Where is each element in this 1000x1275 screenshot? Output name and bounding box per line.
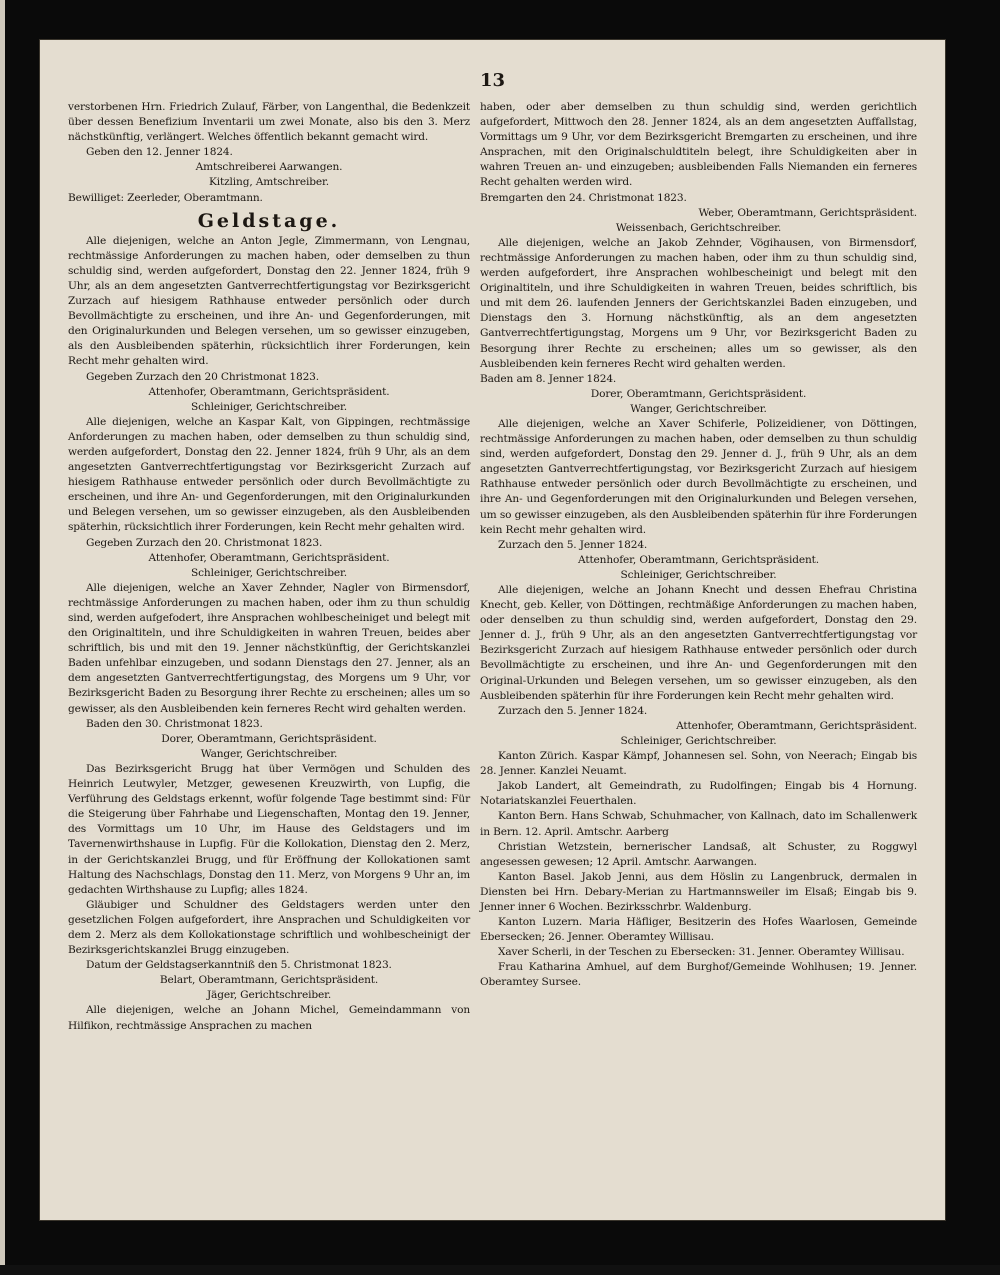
paragraph: Gegeben Zurzach den 20. Christmonat 1823.	[86, 536, 323, 549]
signature-line: Attenhofer, Oberamtmann, Gerichtspräsident.	[148, 385, 390, 398]
paragraph: Kanton Zürich. Kaspar Kämpf, Johannesen sel. Sohn, von Neerach; Eingab bis 28. Jenner. Kanzlei Neuamt.	[480, 750, 917, 778]
signature-line: Wanger, Gerichtschreiber.	[200, 747, 338, 760]
paragraph: Alle diejenigen, welche an Jakob Zehnder, Vögihausen, von Birmensdorf, rechtmässige Anforderungen zu machen haben, oder ihm zu thun schuldig sind, werden aufgefordert, ihre Ansprachen wohlbescheinigt und belegt mit den Originaltiteln, und ihre Schuldigkeiten in wahren Treuen, beides schriftlich, bis und mit dem 26. laufenden Jenners der Gerichtskanzlei Baden einzugeben, und Dienstags den 3. Hornung nächstkünftig, als an dem angesetzten Gantverrechtfertigungstag, Morgens um 9 Uhr, vor Bezirksgericht Baden zu Besorgung ihrer Rechte zu erscheinen; alles um so gewisser, als den Ausbleibenden kein ferneres Recht wird gehalten werden.	[480, 236, 917, 370]
paragraph: Xaver Scherli, in der Teschen zu Ebersecken: 31. Jenner. Oberamtey Willisau.	[498, 946, 905, 959]
paragraph: Das Bezirksgericht Brugg hat über Vermögen und Schulden des Heinrich Leutwyler, Metzger, gewesenen Kreuzwirth, von Lupfig, die Verführung des Geldstags erkennt, wofür folgende Tage bestimmt sind: Für die Steigerung über Fahrhabe und Liegenschaften, Montag den 19. Jenner, des Vormittags um 10 Uhr, im Hause des Geldstagers und im Tavernenwirthshause in Lupfig. Für die Kollokation, Dienstag den 2. Merz, in der Gerichtskanzlei Brugg, und für Eröffnung der Kollokationen samt Haltung des Nachschlags, Donstag den 11. Merz, von Morgens 9 Uhr an, im gedachten Wirthshause zu Lupfig; alles 1824.	[68, 762, 470, 896]
signature-line: Weissenbach, Gerichtschreiber.	[615, 221, 782, 234]
left-column	[68, 100, 470, 1034]
paragraph: Datum der Geldstagserkanntniß den 5. Christmonat 1823.	[86, 959, 392, 972]
paragraph: Geben den 12. Jenner 1824.	[86, 146, 233, 159]
signature-line: Dorer, Oberamtmann, Gerichtspräsident.	[590, 387, 807, 400]
paragraph: Kanton Luzern. Maria Häfliger, Besitzerin des Hofes Waarlosen, Gemeinde Ebersecken; 26. Jenner. Oberamtey Willisau.	[480, 916, 917, 944]
paragraph: haben, oder aber demselben zu thun schuldig sind, werden gerichtlich aufgefordert, Mittwoch den 28. Jenner 1824, als an dem angesetzten Auffallstag, Vormittags um 9 Uhr, vor dem Bezirksgericht Bremgarten zu erscheinen, und ihre Ansprachen, mit den Originalschuldtiteln belegt, ihre Schuldigkeiten aber in wahren Treuen an- und einzugeben; ausbleibenden Falls Niemanden ein ferneres Recht gehalten werden wird.	[480, 101, 917, 189]
scan-left-edge	[0, 0, 5, 1275]
paragraph: verstorbenen Hrn. Friedrich Zulauf, Färber, von Langenthal, die Bedenkzeit über dessen Benefizium Inventarii um zwei Monate, also bis den 3. Merz nächstkünftig, verlängert. Welches öffentlich bekannt gemacht wird.	[68, 101, 470, 144]
page-number: 13	[479, 70, 506, 91]
paragraph: Gegeben Zurzach den 20 Christmonat 1823.	[86, 370, 319, 383]
paragraph: Baden am 8. Jenner 1824.	[480, 372, 617, 385]
paragraph: Alle diejenigen, welche an Johann Knecht und dessen Ehefrau Christina Knecht, geb. Keller, von Döttingen, rechtmäßige Anforderungen zu machen haben, oder denselben zu thun schuldig sind, werden aufgefordert, Donstag den 29. Jenner d. J., früh 9 Uhr, als an den angesetzten Gantverrechtfertigungstag vor Bezirksgericht Zurzach auf hiesigem Rathhause entweder persönlich oder durch Bevollmächtigte zu erscheinen, und ihre An- und Gegenforderungen mit den Original-Urkunden und Belegen versehen, um so gewisser einzugeben, als den Ausbleibenden späterhin für ihre Forderungen kein Recht mehr gehalten wird.	[480, 584, 917, 702]
paragraph: Zurzach den 5. Jenner 1824.	[498, 704, 648, 717]
paragraph: Jakob Landert, alt Gemeindrath, zu Rudolfingen; Eingab bis 4 Hornung. Notariatskanzlei Feuerthalen.	[480, 780, 917, 808]
signature-line: Wanger, Gerichtschreiber.	[630, 402, 767, 415]
paragraph: Baden den 30. Christmonat 1823.	[86, 717, 263, 730]
signature-line: Schleiniger, Gerichtschreiber.	[191, 566, 347, 579]
scan-bottom-edge	[0, 1265, 1000, 1275]
paragraph: Alle diejenigen, welche an Xaver Schiferle, Polizeidiener, von Döttingen, rechtmässige Anforderungen zu machen haben, oder demselben zu thun schuldig sind, werden aufgefordert, Donstag den 29. Jenner d. J., früh 9 Uhr, als an dem angesetzten Gantverrechtfertigungstag, vor Bezirksgericht Zurzach auf hiesigem Rathhause entweder persönlich oder durch Bevollmächtigte zu erscheinen, und ihre An- und Gegenforderungen mit den Originalurkunden und Belegen versehen, um so gewisser einzugeben, als den Ausbleibenden späterhin für ihre Forderungen kein Recht mehr gehalten wird.	[480, 417, 917, 536]
paragraph: Bewilliget: Zeerleder, Oberamtmann.	[68, 191, 263, 204]
signature-line: Schleiniger, Gerichtschreiber.	[620, 734, 777, 747]
signature-line: Belart, Oberamtmann, Gerichtspräsident.	[159, 974, 379, 987]
document-page	[40, 40, 945, 1220]
paragraph: Alle diejenigen, welche an Anton Jegle, Zimmermann, von Lengnau, rechtmässige Anforderungen zu machen haben, oder demselben zu thun schuldig sind, werden aufgefordert, Donstag den 22. Jenner 1824, früh 9 Uhr, als an dem angesetzten Gantverrechtfertigungstag vor Bezirksgericht Zurzach auf hiesigem Rathhause entweder persönlich oder durch Bevollmächtigte zu erscheinen, und ihre An- und Gegenforderungen, mit den Originalurkunden und Belegen versehen, um so gewisser einzugeben, als den Ausbleibenden späterhin, rücksichtlich ihrer Forderungen, kein Recht mehr gehalten wird.	[68, 234, 470, 368]
paragraph: Alle diejenigen, welche an Kaspar Kalt, von Gippingen, rechtmässige Anforderungen zu machen haben, oder demselben zu thun schuldig sind, werden aufgefordert, Donstag den 22. Jenner 1824, früh 9 Uhr, als an dem angesetzten Gantverrechtfertigungstag vor Bezirksgericht Zurzach auf hiesigem Rathhause entweder persönlich oder durch Bevollmächtigte zu erscheinen, und ihre An- und Gegenforderungen, mit den Originalurkunden und Belegen versehen, um so gewisser einzugeben, als den Ausbleibenden späterhin, rücksichtlich ihrer Forderungen, kein Recht mehr gehalten wird.	[68, 415, 470, 534]
signature-line: Attenhofer, Oberamtmann, Gerichtspräsident.	[148, 551, 390, 564]
signature-line: Schleiniger, Gerichtschreiber.	[191, 400, 347, 413]
paragraph: Christian Wetzstein, bernerischer Landsaß, alt Schuster, zu Roggwyl angesessen gewesen; 12 April. Amtschr. Aarwangen.	[480, 840, 917, 868]
paragraph: Kanton Basel. Jakob Jenni, aus dem Höslin zu Langenbruck, dermalen in Diensten bei Hrn. Debary-Merian zu Hartmannsweiler im Elsaß; Eingab bis 9. Jenner inner 6 Wochen. Bezirksschrbr. Waldenburg.	[480, 870, 917, 913]
right-column	[480, 100, 917, 991]
paragraph: Kanton Bern. Hans Schwab, Schuhmacher, von Kallnach, dato im Schallenwerk in Bern. 12. April. Amtschr. Aarberg	[480, 810, 917, 838]
paragraph: Alle diejenigen, welche an Johann Michel, Gemeindammann von Hilfikon, rechtmässige Ansprachen zu machen	[68, 1004, 470, 1032]
signature-line: Attenhofer, Oberamtmann, Gerichtspräsident.	[578, 553, 819, 566]
paragraph: Zurzach den 5. Jenner 1824.	[498, 538, 648, 551]
signature-line: Dorer, Oberamtmann, Gerichtspräsident.	[161, 732, 377, 745]
signature-line: Jäger, Gerichtschreiber.	[206, 989, 332, 1002]
section-heading: Geldstage.	[197, 209, 341, 232]
signature-line: Attenhofer, Oberamtmann, Gerichtspräsident.	[676, 719, 917, 732]
signature-line: Weber, Oberamtmann, Gerichtspräsident.	[698, 206, 917, 219]
paragraph: Alle diejenigen, welche an Xaver Zehnder, Nagler von Birmensdorf, rechtmässige Anforderungen zu machen haben, oder ihm zu thun schuldig sind, werden aufgefodert, ihre Ansprachen wohlbescheiniget und belegt mit den Originaltiteln, und ihre Schuldigkeiten in wahren Treuen, beides aber schriftlich, bis und mit den 19. Jenner nächstkünftig, der Gerichtskanzlei Baden unfehlbar einzugeben, und sodann Dienstags den 27. Jenner, als an dem angesetzten Gantverrechtfertigungstag, des Morgens um 9 Uhr, vor Bezirksgericht Baden zu Besorgung ihrer Rechte zu erscheinen; alles um so gewisser, als den Ausbleibenden kein ferneres Recht wird gehalten werden.	[68, 581, 470, 715]
signature-line: Amtschreiberei Aarwangen.	[195, 161, 343, 174]
paragraph: Bremgarten den 24. Christmonat 1823.	[480, 191, 687, 204]
signature-line: Kitzling, Amtschreiber.	[209, 176, 329, 189]
paragraph: Gläubiger und Schuldner des Geldstagers werden unter den gesetzlichen Folgen aufgefordert, ihre Ansprachen und Schuldigkeiten vor dem 2. Merz als dem Kollokationstage schriftlich und wohlbescheinigt der Bezirksgerichtskanzlei Brugg einzugeben.	[68, 898, 470, 957]
paragraph: Frau Katharina Amhuel, auf dem Burghof/Gemeinde Wohlhusen; 19. Jenner. Oberamtey Sursee.	[480, 961, 917, 989]
signature-line: Schleiniger, Gerichtschreiber.	[620, 568, 777, 581]
